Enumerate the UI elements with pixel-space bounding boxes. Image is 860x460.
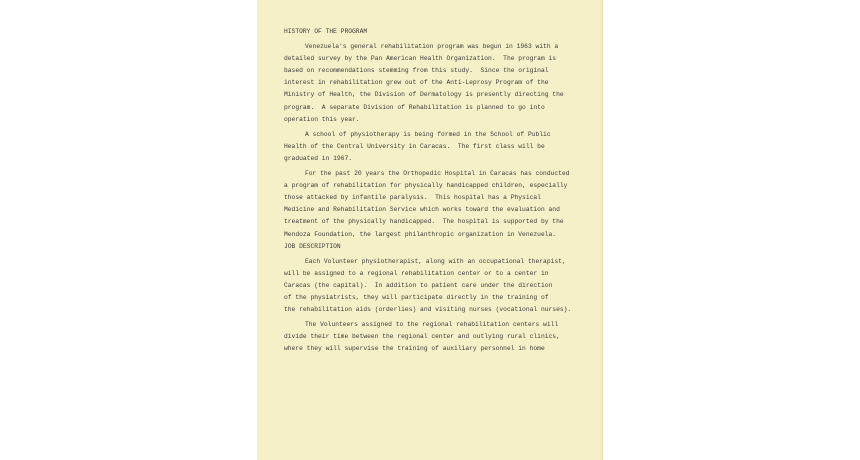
section-heading-job-description: JOB DESCRIPTION — [284, 242, 341, 250]
text-line: detailed survey by the Pan American Health Organization. The program is — [284, 55, 557, 63]
paragraph-history-2 — [284, 129, 584, 165]
paragraph-history-3 — [284, 168, 584, 241]
text-line: treatment of the physically handicapped. The hospital is supported by the — [284, 218, 564, 226]
paragraph-history-1 — [284, 41, 584, 126]
text-line: Venezuela's general rehabilitation program was begun in 1963 with a — [305, 43, 559, 51]
text-line: Mendoza Foundation, the largest philanthropic organization in Venezuela. — [284, 230, 557, 238]
text-line: graduated in 1967. — [284, 154, 353, 162]
paragraph-job-1 — [284, 256, 584, 316]
text-line: Medicine and Rehabilitation Service which works toward the evaluation and — [284, 206, 560, 214]
document-body — [284, 26, 584, 355]
text-line: The Volunteers assigned to the regional rehabilitation centers will — [305, 321, 559, 329]
text-line: Ministry of Health, the Division of Dermatology is presently directing the — [284, 91, 564, 99]
text-line: interest in rehabilitation grew out of the Anti-Leprosy Program of the — [284, 79, 549, 87]
text-line: a program of rehabilitation for physically handicapped children, especially — [284, 182, 568, 190]
text-line: For the past 20 years the Orthopedic Hospital in Caracas has conducted — [305, 170, 570, 178]
text-line: where they will supervise the training of auxiliary personnel in home — [284, 345, 545, 353]
section-heading-history: HISTORY OF THE PROGRAM — [284, 28, 368, 35]
text-line: Health of the Central University in Caracas. The first class will be — [284, 142, 545, 150]
text-line: Caracas (the capital). In addition to patient care under the direction — [284, 281, 553, 289]
paragraph-job-2 — [284, 319, 584, 355]
text-line: operation this year. — [284, 115, 360, 123]
page-edge-shadow — [600, 0, 603, 460]
document-page — [257, 0, 603, 460]
text-line: those attacked by infantile paralysis. This hospital has a Physical — [284, 194, 541, 202]
text-line: of the physiatrists, they will participate directly in the training of — [284, 293, 549, 301]
text-line: Each Volunteer physiotherapist, along with an occupational therapist, — [305, 257, 566, 265]
text-line: divide their time between the regional center and outlying rural clinics, — [284, 333, 560, 341]
text-line: A school of physiotherapy is being formed in the School of Public — [305, 130, 551, 138]
text-line: program. A separate Division of Rehabilitation is planned to go into — [284, 103, 545, 111]
text-line: the rehabilitation aids (orderlies) and visiting nurses (vocational nurses). — [284, 306, 572, 314]
text-line: based on recommendations stemming from this study. Since the original — [284, 67, 549, 75]
text-line: will be assigned to a regional rehabilitation center or to a center in — [284, 269, 549, 277]
